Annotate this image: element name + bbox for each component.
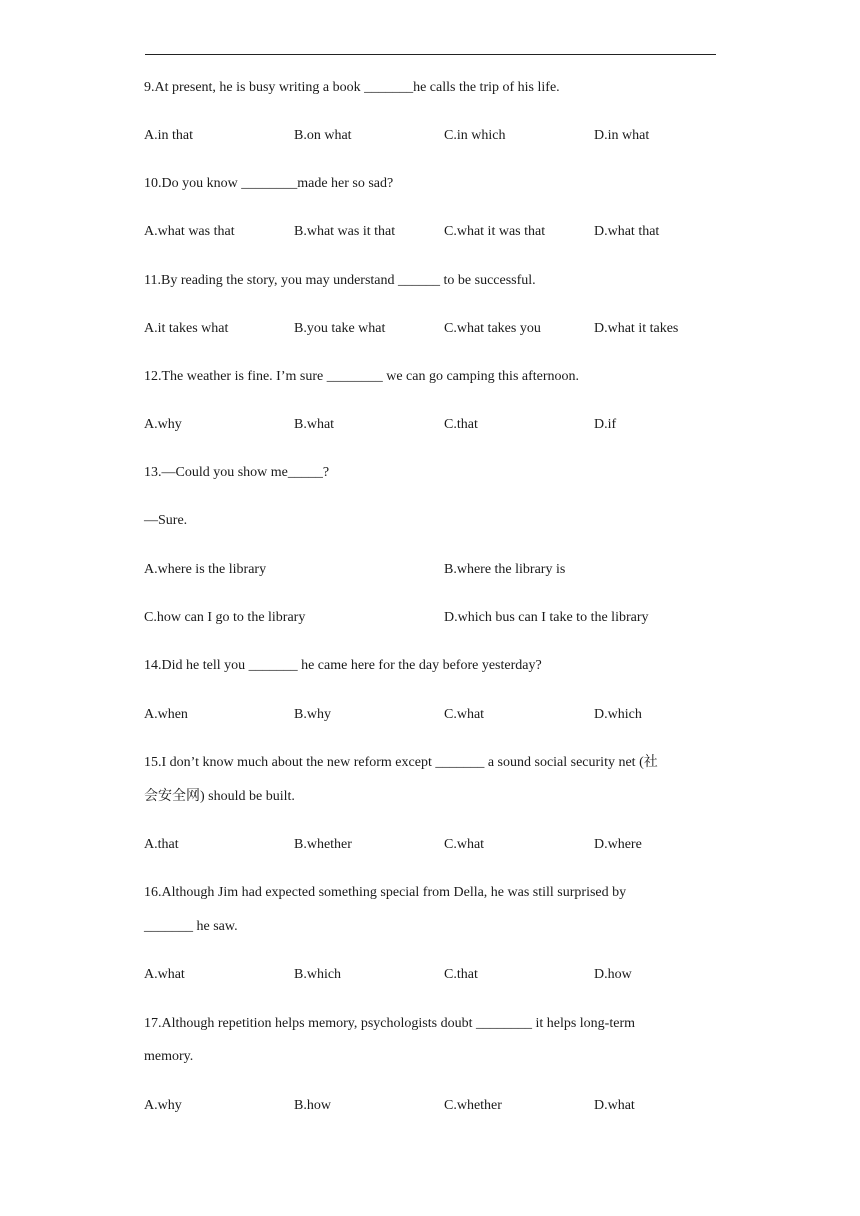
question-11-option-c[interactable]: C.what takes you bbox=[444, 321, 541, 336]
question-15-option-b[interactable]: B.whether bbox=[294, 837, 352, 852]
question-17-option-a[interactable]: A.why bbox=[144, 1098, 182, 1113]
question-10-option-a[interactable]: A.what was that bbox=[144, 224, 235, 239]
question-12-option-c[interactable]: C.that bbox=[444, 417, 478, 432]
question-15-option-c[interactable]: C.what bbox=[444, 837, 485, 852]
question-11-stem: 11.By reading the story, you may understand ______ to be successful. bbox=[144, 273, 536, 288]
question-14-option-b[interactable]: B.why bbox=[294, 707, 331, 722]
question-9-option-a[interactable]: A.in that bbox=[144, 128, 193, 143]
question-9-option-b[interactable]: B.on what bbox=[294, 128, 352, 143]
question-13-option-d[interactable]: D.which bus can I take to the library bbox=[444, 610, 649, 625]
question-11-option-a[interactable]: A.it takes what bbox=[144, 321, 229, 336]
question-12-option-a[interactable]: A.why bbox=[144, 417, 182, 432]
question-17-option-b[interactable]: B.how bbox=[294, 1098, 331, 1113]
question-17-stem-line-2: memory. bbox=[144, 1049, 194, 1064]
question-14-stem: 14.Did he tell you _______ he came here for the day before yesterday? bbox=[144, 658, 542, 673]
question-13-option-c[interactable]: C.how can I go to the library bbox=[144, 610, 306, 625]
question-10-option-b[interactable]: B.what was it that bbox=[294, 224, 396, 239]
question-15-option-a[interactable]: A.that bbox=[144, 837, 179, 852]
question-10-stem: 10.Do you know ________made her so sad? bbox=[144, 176, 394, 191]
question-11-option-b[interactable]: B.you take what bbox=[294, 321, 386, 336]
question-12-stem: 12.The weather is fine. I’m sure ________ we can go camping this afternoon. bbox=[144, 369, 580, 384]
question-9-option-c[interactable]: C.in which bbox=[444, 128, 506, 143]
question-16-option-d[interactable]: D.how bbox=[594, 967, 632, 982]
question-15-stem-line-1: 15.I don’t know much about the new reform except _______ a sound social security net (社 bbox=[144, 755, 658, 770]
question-15-stem-line-2: 会安全网) should be built. bbox=[144, 789, 295, 804]
question-13-option-a[interactable]: A.where is the library bbox=[144, 562, 267, 577]
question-16-option-c[interactable]: C.that bbox=[444, 967, 478, 982]
question-13-option-b[interactable]: B.where the library is bbox=[444, 562, 566, 577]
header-rule bbox=[145, 54, 716, 55]
question-14-option-c[interactable]: C.what bbox=[444, 707, 485, 722]
question-12-option-b[interactable]: B.what bbox=[294, 417, 335, 432]
question-17-option-c[interactable]: C.whether bbox=[444, 1098, 502, 1113]
question-13-stem: 13.—Could you show me_____? bbox=[144, 465, 330, 480]
question-10-option-d[interactable]: D.what that bbox=[594, 224, 660, 239]
question-16-stem-line-1: 16.Although Jim had expected something special from Della, he was still surprised by bbox=[144, 885, 627, 900]
question-9-option-d[interactable]: D.in what bbox=[594, 128, 650, 143]
question-16-stem-line-2: _______ he saw. bbox=[144, 919, 238, 934]
question-9-stem: 9.At present, he is busy writing a book _______he calls the trip of his life. bbox=[144, 80, 560, 95]
question-17-option-d[interactable]: D.what bbox=[594, 1098, 635, 1113]
question-14-option-a[interactable]: A.when bbox=[144, 707, 188, 722]
question-15-option-d[interactable]: D.where bbox=[594, 837, 642, 852]
question-11-option-d[interactable]: D.what it takes bbox=[594, 321, 679, 336]
question-10-option-c[interactable]: C.what it was that bbox=[444, 224, 546, 239]
question-17-stem-line-1: 17.Although repetition helps memory, psychologists doubt ________ it helps long-term bbox=[144, 1016, 635, 1031]
question-16-option-a[interactable]: A.what bbox=[144, 967, 185, 982]
question-13-reply: —Sure. bbox=[144, 513, 188, 528]
question-12-option-d[interactable]: D.if bbox=[594, 417, 617, 432]
question-16-option-b[interactable]: B.which bbox=[294, 967, 342, 982]
question-14-option-d[interactable]: D.which bbox=[594, 707, 642, 722]
